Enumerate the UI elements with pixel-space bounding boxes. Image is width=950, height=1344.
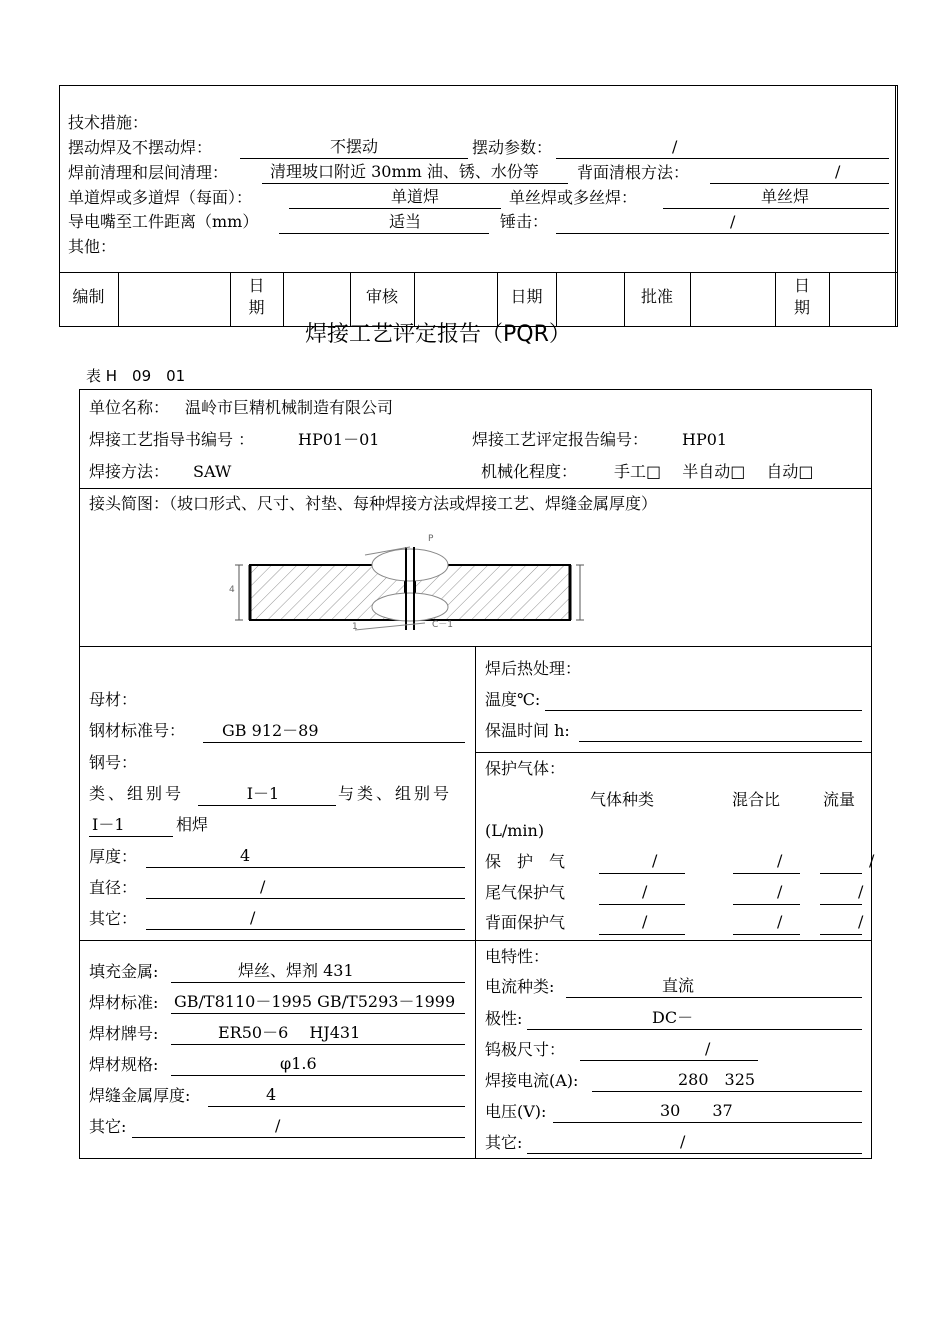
base-other-value: / — [250, 908, 256, 927]
joint-sketch-diagram — [225, 535, 605, 640]
signoff-date3: 日 期 — [793, 276, 810, 317]
method-value: SAW — [193, 462, 232, 481]
gas-row-label: 尾气保护气 — [485, 883, 566, 902]
swing-param-label: 摆动参数： — [472, 138, 553, 157]
gas-col-flow: 流量 — [823, 790, 856, 809]
tungsten-value: / — [705, 1039, 711, 1058]
voltage-value: 30 37 — [660, 1101, 733, 1120]
joint-dim-c: C－1 — [432, 620, 454, 630]
gas-col-mix: 混合比 — [732, 790, 781, 809]
swing-value: 不摆动 — [329, 137, 378, 156]
class-value-2: Ⅰ－1 — [92, 815, 125, 834]
swing-param-value: / — [672, 137, 678, 156]
steel-grade-label: 钢号： — [89, 753, 138, 772]
pwht-hold-label: 保温时间 h: — [485, 721, 570, 740]
current-type-label: 电流种类: — [485, 977, 555, 996]
gas-row-v2: / — [777, 851, 783, 870]
form-code: 表 H 09 01 — [86, 367, 186, 385]
pwht-temp-label: 温度℃: — [485, 690, 541, 709]
gas-row-v3: / — [858, 882, 864, 901]
joint-dim-p: P — [428, 534, 434, 544]
base-metal-title: 母材： — [89, 690, 138, 709]
mechanization-options: 手工□ 半自动□ 自动□ — [614, 462, 814, 481]
company-name: 温岭市巨精机械制造有限公司 — [185, 398, 394, 417]
polarity-value: DC－ — [652, 1008, 694, 1027]
wire-value: 单丝焊 — [760, 187, 809, 206]
gas-title: 保护气体： — [485, 759, 566, 778]
pass-value: 单道焊 — [390, 187, 439, 206]
signoff-prepare: 编制 — [72, 287, 105, 306]
gas-row-v1: / — [642, 882, 648, 901]
diameter-label: 直径： — [89, 878, 138, 897]
joint-dim-gap: 1 — [352, 622, 358, 632]
electrical-other-value: / — [680, 1132, 686, 1151]
filler-value: 焊丝、焊剂 431 — [238, 961, 354, 980]
steel-std-value: GB 912－89 — [222, 721, 319, 740]
hammer-value: / — [730, 212, 736, 231]
tungsten-label: 钨极尺寸： — [485, 1040, 566, 1059]
gas-row-v3: / — [869, 851, 875, 870]
filler-brand-value: ER50－6 HJ431 — [218, 1023, 361, 1042]
report-title: 焊接工艺评定报告（PQR） — [305, 322, 571, 347]
electrical-other-label: 其它: — [485, 1133, 523, 1152]
filler-other-value: / — [275, 1116, 281, 1135]
signoff-date2: 日期 — [510, 287, 543, 306]
gas-row-v1: / — [652, 851, 658, 870]
class-mid: 与类、组别号 — [338, 784, 453, 803]
thickness-label: 厚度： — [89, 847, 138, 866]
steel-std-label: 钢材标准号： — [89, 721, 186, 740]
signoff-review: 审核 — [365, 287, 398, 306]
diameter-value: / — [260, 877, 266, 896]
pass-label: 单道焊或多道焊（每面）： — [68, 188, 253, 207]
weld-thickness-label: 焊缝金属厚度: — [89, 1086, 191, 1105]
base-other-label: 其它： — [89, 909, 138, 928]
hammer-label: 锤击： — [500, 212, 549, 231]
mechanization-label: 机械化程度： — [481, 462, 578, 481]
filler-label: 填充金属: — [89, 962, 159, 981]
wire-label: 单丝焊或多丝焊： — [509, 188, 638, 207]
filler-spec-value: φ1.6 — [280, 1054, 317, 1073]
gas-row-v2: / — [777, 882, 783, 901]
clean-value: 清理坡口附近 30mm 油、锈、水份等 — [270, 162, 539, 181]
signoff-approve: 批准 — [640, 287, 673, 306]
joint-sketch-label: 接头简图：（坡口形式、尺寸、衬垫、每种焊接方法或焊接工艺、焊缝金属厚度） — [89, 494, 658, 513]
current-value: 280 325 — [678, 1070, 756, 1089]
gas-col-type: 气体种类 — [590, 790, 655, 809]
clean-label: 焊前清理和层间清理： — [68, 163, 229, 182]
pqr-label: 焊接工艺评定报告编号： — [472, 430, 649, 449]
class-label: 类、组别号 — [89, 784, 185, 803]
filler-other-label: 其它: — [89, 1117, 127, 1136]
gas-row-label: 保 护 气 — [485, 852, 566, 871]
method-label: 焊接方法： — [89, 462, 170, 481]
weld-thickness-value: 4 — [266, 1085, 277, 1104]
class-end: 相焊 — [176, 815, 209, 834]
voltage-label: 电压(V): — [485, 1102, 547, 1121]
swing-label: 摆动焊及不摆动焊： — [68, 138, 213, 157]
company-label: 单位名称： — [89, 398, 170, 417]
current-type-value: 直流 — [662, 976, 695, 995]
gas-flow-unit: (L/min) — [485, 821, 545, 840]
joint-dim-thickness: 4 — [229, 585, 235, 595]
tech-measures-title: 技术措施： — [68, 113, 149, 132]
gas-row-label: 背面保护气 — [485, 913, 566, 932]
electrical-title: 电特性： — [485, 947, 550, 966]
filler-spec-label: 焊材规格: — [89, 1055, 159, 1074]
back-clean-value: / — [835, 162, 841, 181]
signoff-date1: 日 期 — [248, 276, 265, 317]
filler-std-label: 焊材标准: — [89, 993, 159, 1012]
nozzle-label: 导电嘴至工件距离（mm） — [68, 212, 259, 231]
gas-row-v2: / — [777, 912, 783, 931]
wps-label: 焊接工艺指导书编号 ： — [89, 430, 255, 449]
pwht-title: 焊后热处理： — [485, 659, 582, 678]
current-label: 焊接电流(A): — [485, 1071, 579, 1090]
class-value: Ⅰ－1 — [246, 784, 280, 803]
filler-std-value: GB/T8110－1995 GB/T5293－1999 — [174, 992, 456, 1011]
other-label: 其他： — [68, 237, 117, 256]
wps-number: HP01－01 — [298, 430, 380, 449]
pqr-number: HP01 — [682, 430, 728, 449]
polarity-label: 极性: — [485, 1009, 523, 1028]
back-clean-label: 背面清根方法： — [577, 163, 690, 182]
gas-row-v3: / — [858, 912, 864, 931]
filler-brand-label: 焊材牌号: — [89, 1024, 159, 1043]
gas-row-v1: / — [642, 912, 648, 931]
nozzle-value: 适当 — [388, 212, 421, 231]
thickness-value: 4 — [240, 846, 251, 865]
